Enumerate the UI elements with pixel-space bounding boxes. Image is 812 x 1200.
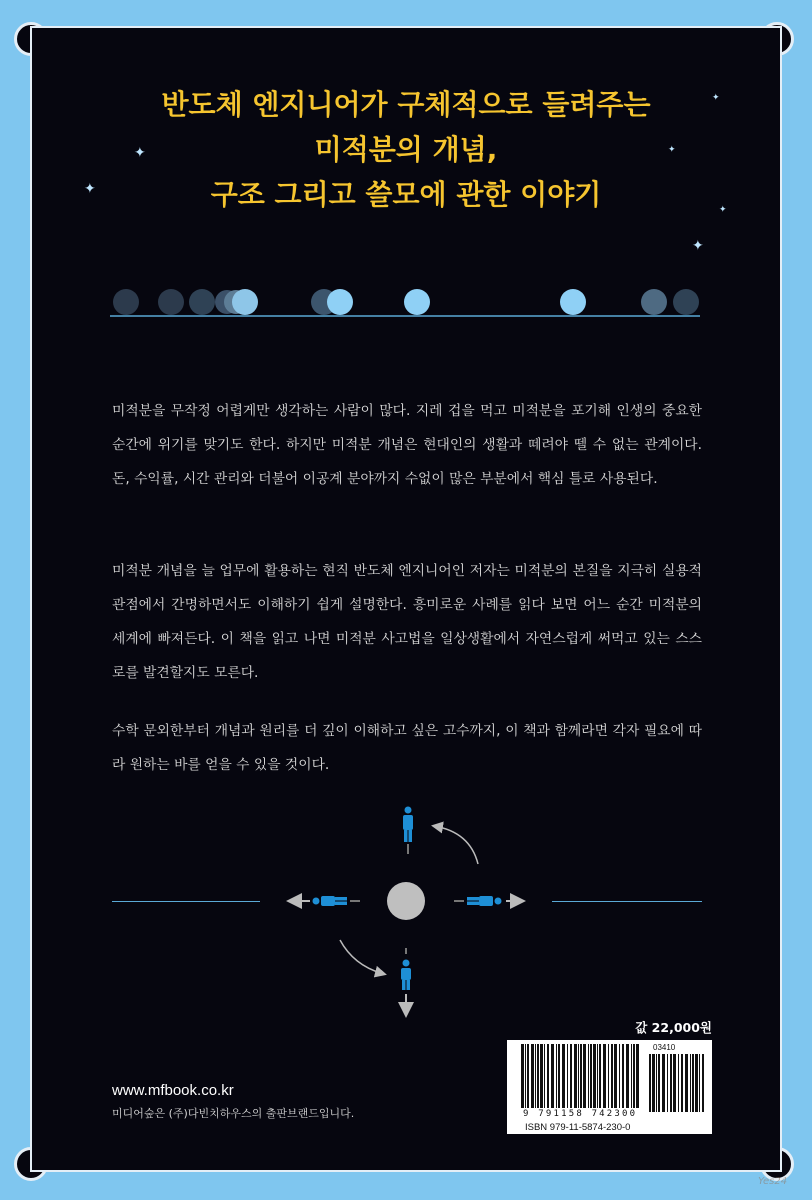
orbit-diagram [270,790,542,1022]
person-figure-icon [403,807,413,855]
divider-line-left [112,901,260,902]
sparkle-star-icon: ✦ [712,93,720,103]
price: 값 22,000원 [635,1020,712,1035]
description-paragraph: 수학 문외한부터 개념과 원리를 더 깊이 이해하고 싶은 고수까지, 이 책과 함께라면 각자 필요에 따라 원하는 바를 얻을 수 있을 것이다. [112,723,702,773]
sparkle-star-icon: ✦ [692,238,704,254]
moon-phase-icon [189,289,215,315]
headline [0,82,812,217]
sparkle-star-icon: ✦ [668,145,676,155]
moon-phase-icon [641,289,667,315]
moon-phase-icon [113,289,139,315]
headline-line-2: 미적분의 개념, [314,133,498,166]
moon-phase-icon [560,289,586,315]
planet-icon [387,882,425,920]
description-paragraph: 미적분 개념을 늘 업무에 활용하는 현직 반도체 엔지니어인 저자는 미적분의 본질을 지극히 실용적 관점에서 간명하면서도 이해하기 쉽게 설명한다. 흥미로운 사례를 읽다 보면 어느 순간 미적분의 세계에 빠져든다. 이 책을 읽고 나면 미적분 사고법을 일상생활에서 자연스럽게 써먹고 있는 스스로를 발견할지도 모른다. [112,563,702,681]
curved-arrow-icon [340,940,384,974]
addon-barcode-bars [649,1054,705,1112]
barcode-addon-digits: 03410 [653,1043,676,1052]
publisher-note: 미디어숲은 (주)다빈치하우스의 출판브랜드입니다. [112,1107,355,1120]
sparkle-star-icon: ✦ [84,181,96,197]
moon-phase-strip [100,282,712,322]
person-figure-icon [290,896,360,906]
moon-phase-icon [158,289,184,315]
barcode-bars [521,1044,641,1108]
divider-line-right [552,901,702,902]
watermark: Yes24 [758,1176,788,1187]
person-figure-icon [454,896,522,906]
sparkle-star-icon: ✦ [719,205,727,215]
website-url: www.mfbook.co.kr [112,1082,234,1099]
isbn-barcode [507,1040,712,1134]
moon-phase-icon [232,289,258,315]
curved-arrow-icon [434,826,478,864]
isbn-number: ISBN 979-11-5874-230-0 [525,1122,631,1133]
moon-phase-icon [327,289,353,315]
headline-line-3: 구조 그리고 쓸모에 관한 이야기 [210,178,602,211]
headline-line-1: 반도체 엔지니어가 구체적으로 들려주는 [161,88,651,121]
person-figure-icon [401,948,411,1014]
moon-phase-icon [404,289,430,315]
description-paragraph: 미적분을 무작정 어렵게만 생각하는 사람이 많다. 지레 겁을 먹고 미적분을 포기해 인생의 중요한 순간에 위기를 맞기도 한다. 하지만 미적분 개념은 현대인의 생활과 떼려야 뗄 수 없는 관계이다. 돈, 수익률, 시간 관리와 더불어 이공계 분야까지 수없이 많은 부분에서 핵심 틀로 사용된다. [112,403,702,487]
moon-phase-icon [673,289,699,315]
barcode-digits: 9 791158 742300 [523,1109,638,1119]
sparkle-star-icon: ✦ [134,145,146,161]
